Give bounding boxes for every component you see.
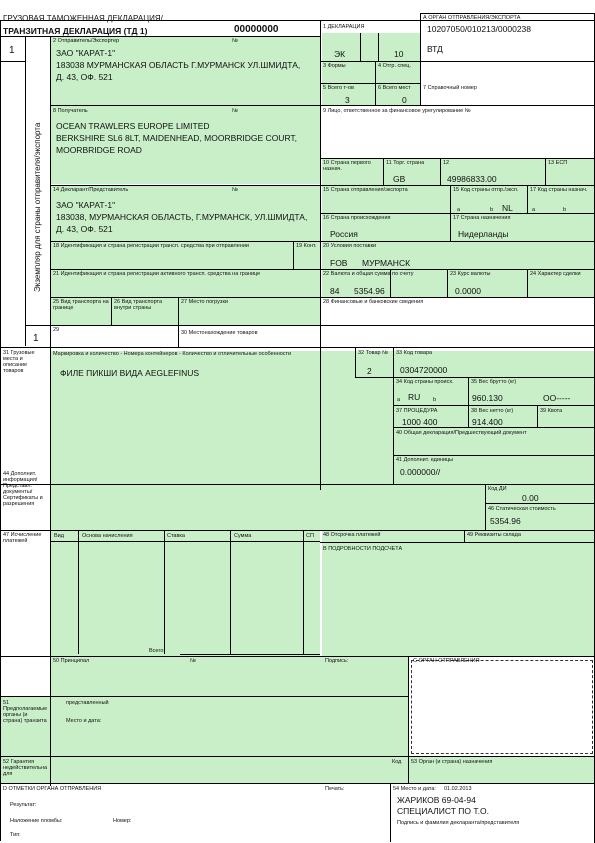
box46-value: 5354.96	[490, 516, 521, 526]
box28-label: 28 Финансовые и банковские сведения	[323, 299, 424, 305]
box27-label: 27 Место погрузки	[181, 299, 228, 305]
box15a-b: b	[490, 207, 494, 213]
box18-label: 18 Идентификация и страна регистрации трансп. средства при отправлении	[53, 243, 249, 249]
box51-label: 51 Предполагаемые органы (и страна) транзита	[3, 700, 48, 724]
box52-label: 52 Гарантия недействительна для	[3, 759, 48, 777]
box17a-label: 17 Код страны назнач.	[530, 187, 588, 193]
box32-label: 32 Товар №	[358, 350, 389, 356]
box50-sign: Подпись:	[325, 658, 349, 664]
box16-label: 16 Страна происхождения	[323, 215, 391, 221]
boxD-sign: Печать:	[325, 786, 345, 792]
box41-label: 41 Дополнит. единицы	[396, 457, 454, 463]
box14-label: 14 Декларант/Представитель	[53, 187, 129, 193]
box8-no: №	[232, 108, 238, 114]
box37-value: 1000 400	[402, 417, 438, 427]
box16-value: Россия	[330, 229, 358, 239]
box11-value: GB	[393, 174, 406, 184]
box6-label: 6 Всего мест	[378, 85, 411, 91]
box14-line1: ЗАО "КАРАТ-1"	[56, 200, 116, 210]
box35-value: 960.130	[472, 393, 503, 403]
box21-label: 21 Идентификация и страна регистрации активного трансп. средства на границе	[53, 271, 261, 277]
box2-label: 2 Отправитель/Экспортер	[53, 38, 120, 44]
boxD-result: Результат:	[10, 802, 37, 808]
box34-b: b	[433, 397, 437, 403]
boxB-label: В ПОДРОБНОСТИ ПОДСЧЕТА	[323, 546, 403, 552]
declaration-number: 00000000	[234, 24, 279, 35]
box47-col-2: Ставка	[167, 533, 185, 539]
boxD-label: D ОТМЕТКИ ОРГАНА ОТПРАВЛЕНИЯ	[3, 786, 102, 792]
box22-value2: 5354.96	[354, 286, 385, 296]
copy-side-text: Экземпляр для страны отправителя/экспорта	[33, 122, 42, 292]
box23-value: 0.0000	[455, 286, 481, 296]
box34-label: 34 Код страны происх.	[396, 379, 454, 385]
box46-label: 46 Статическая стоимость	[488, 506, 556, 512]
box4-label: 4 Отгр. спец.	[378, 63, 411, 69]
box15a-a: a	[457, 207, 461, 213]
box47-total: Всего:	[149, 648, 165, 654]
box8-line2: BERKSHIRE SL6 8LT, MAIDENHEAD, MOORBRIDGE COURT,	[56, 133, 298, 143]
box25-label: 25 Вид транспорта на границе	[53, 299, 109, 311]
box5-label: 5 Всего т-ов	[323, 85, 354, 91]
box22-label: 22 Валюта и общая сумма по счету	[323, 271, 414, 277]
box50-label: 50 Принципал	[53, 658, 90, 664]
box17-label: 17 Страна назначения	[453, 215, 511, 221]
box24-label: 24 Характер сделки	[530, 271, 581, 277]
box35-label: 35 Вес брутто (кг)	[471, 379, 517, 385]
box14-no: №	[232, 187, 238, 193]
box1-value2: 10	[394, 49, 404, 59]
box11-label: 11 Торг. страна	[386, 160, 425, 166]
box15a-value: NL	[502, 203, 513, 213]
box47-col-1: Основа начисления	[82, 533, 133, 539]
box8-line1: OCEAN TRAWLERS EUROPE LIMITED	[56, 121, 210, 131]
boxDI-label: Код ДИ	[488, 486, 507, 492]
box8-label: 8 Получатель	[53, 108, 88, 114]
box50-place: Место и дата:	[66, 718, 102, 724]
box34-a: a	[397, 397, 401, 403]
box1-label: 1 ДЕКЛАРАЦИЯ	[323, 24, 365, 30]
box19-label: 19 Конт.	[296, 243, 317, 249]
box2-no: №	[232, 38, 238, 44]
boxC-label: С ОРГАН ОТПРАВЛЕНИЯ	[413, 658, 480, 664]
box34-value: RU	[408, 392, 421, 402]
boxA-sub: ВТД	[427, 44, 443, 54]
box50-no: №	[190, 658, 196, 664]
box54-line2: СПЕЦИАЛИСТ ПО Т.О.	[397, 806, 489, 816]
box20-value2: МУРМАНСК	[362, 258, 411, 268]
boxA-label: А ОРГАН ОТПРАВЛЕНИЯ/ЭКСПОРТА	[423, 15, 521, 21]
box41-value: 0.000000//	[400, 467, 441, 477]
box29-label: 29	[53, 327, 60, 333]
boxDI-value: 0.00	[522, 493, 539, 503]
box30-label: 30 Местонахождение товаров	[181, 330, 258, 336]
box13-label: 13 ЕСП	[548, 160, 568, 166]
page-number: 1	[9, 45, 15, 56]
box5-value: 3	[345, 95, 350, 105]
box2-line1: ЗАО "КАРАТ-1"	[56, 48, 116, 58]
box52-code: Код	[392, 759, 402, 765]
box15a-label: 15 Код страны отпр./эксп.	[453, 187, 519, 193]
box12-value: 49986833.00	[447, 174, 497, 184]
box37-label: 37 ПРОЦЕДУРА	[396, 408, 438, 414]
box53-label: 53 Орган (и страна) назначения	[411, 759, 493, 765]
box39-label: 39 Квота	[540, 408, 563, 414]
box23-label: 23 Курс валюты	[450, 271, 491, 277]
box47-col-0: Вид	[54, 533, 64, 539]
box40-label: 40 Общая декларация/Предшествующий документ	[396, 430, 527, 436]
form-title-1: ГРУЗОВАЯ ТАМОЖЕННАЯ ДЕКЛАРАЦИЯ/	[3, 14, 163, 23]
box31-label: 31 Грузовые места и описание товаров	[3, 350, 35, 374]
boxD-type: Тип:	[10, 832, 21, 838]
box17a-a: a	[532, 207, 536, 213]
box6-value: 0	[402, 95, 407, 105]
box47-label: 47 Исчисление платежей	[3, 532, 42, 544]
box32-value: 2	[367, 366, 372, 376]
box38-label: 38 Вес нетто (кг)	[471, 408, 514, 414]
box26-label: 26 Вид транспорта внутри страны	[114, 299, 163, 311]
form-title-2: ТРАНЗИТНАЯ ДЕКЛАРАЦИЯ (ТД 1)	[3, 26, 148, 36]
box31-description: ФИЛЕ ПИКШИ ВИДА AEGLEFINUS	[60, 368, 200, 378]
box3-label: 3 Формы	[323, 63, 346, 69]
box50-represented: представленный	[66, 700, 109, 706]
boxD-seals: Наложение пломбы:	[10, 818, 63, 824]
box12-label: 12	[443, 160, 450, 166]
box49-label: 49 Реквизиты склада	[467, 532, 521, 538]
box15-label: 15 Страна отправления/экспорта	[323, 187, 408, 193]
box54-label: 54 Место и дата:	[393, 786, 436, 792]
box14-line2: 183038, МУРМАНСКАЯ ОБЛАСТЬ, Г.МУРМАНСК, УЛ.ШМИДТА,	[56, 212, 308, 222]
box10-label: 10 Страна первого назнач.	[323, 160, 371, 172]
box54-date: 01.02.2013	[444, 786, 472, 792]
box38-value: 914.400	[472, 417, 503, 427]
boxD-number: Номер:	[113, 818, 132, 824]
box48-label: 48 Отсрочка платежей	[323, 532, 381, 538]
boxA-value: 10207050/010213/0000238	[427, 24, 531, 34]
box35-extra: ОО-----	[543, 393, 571, 403]
box20-value1: FOB	[330, 258, 348, 268]
box33-label: 33 Код товара	[396, 350, 433, 356]
box9-label: 9 Лицо, ответственное за финансовое урегулирование №	[323, 108, 471, 114]
box8-line3: MOORBRIDGE ROAD	[56, 145, 142, 155]
page-number-2: 1	[33, 333, 39, 344]
box17a-b: b	[563, 207, 567, 213]
box54-line1: ЖАРИКОВ 69-04-94	[397, 795, 476, 805]
box1-value1: ЭК	[334, 49, 346, 59]
box47-col-4: СП	[306, 533, 314, 539]
box31-header: Маркировка и количество - Номера контейнеров - Количество и отличительные особенности	[53, 351, 292, 357]
box17-value: Нидерланды	[458, 229, 509, 239]
box33-value: 0304720000	[400, 365, 448, 375]
box14-line3: Д. 43, ОФ. 521	[56, 224, 113, 234]
box44-label: 44 Дополнит. информация/ Представл. документы/ Сертификаты и разрешения	[3, 471, 43, 507]
box2-line3: Д. 43, ОФ. 521	[56, 72, 113, 82]
box47-col-3: Сумма	[234, 533, 252, 539]
box54-caption: Подпись и фамилия декларанта/представителя	[397, 820, 520, 826]
box7-label: 7 Справочный номер	[423, 85, 477, 91]
box22-value1: 84	[330, 286, 340, 296]
box2-line2: 183038 МУРМАНСКАЯ ОБЛАСТЬ Г.МУРМАНСК УЛ.ШМИДТА,	[56, 60, 301, 70]
box20-label: 20 Условия поставки	[323, 243, 377, 249]
